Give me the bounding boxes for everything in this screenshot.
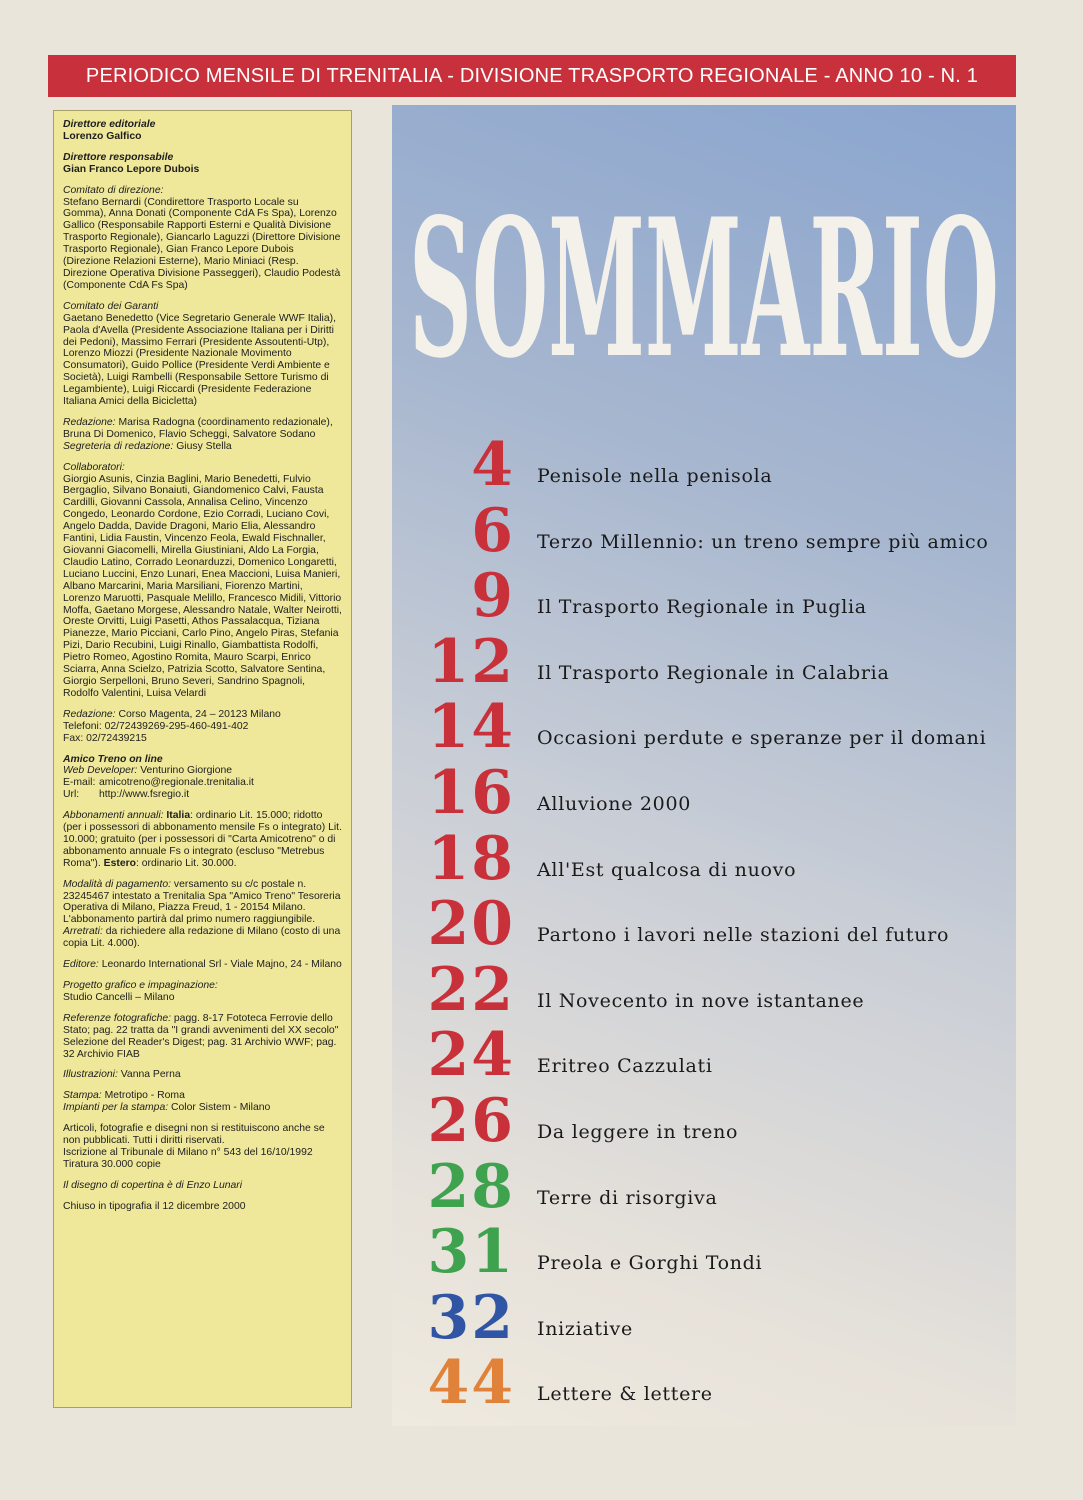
toc-article-title: Il Trasporto Regionale in Calabria bbox=[537, 661, 890, 684]
toc-entry[interactable] bbox=[392, 889, 1016, 960]
subscriptions-italia-label: Italia bbox=[166, 810, 191, 822]
toc-article-title: All'Est qualcosa di nuovo bbox=[537, 858, 797, 881]
editorial-director-label: Direttore editoriale bbox=[63, 119, 156, 130]
photo-credits-label: Referenze fotografiche: bbox=[63, 1012, 172, 1024]
toc-article-title: Da leggere in treno bbox=[537, 1121, 739, 1143]
toc-article-title: Preola e Gorghi Tondi bbox=[537, 1252, 763, 1275]
toc-page-number: 20 bbox=[427, 889, 515, 960]
managing-director-label: Direttore responsabile bbox=[63, 151, 174, 163]
payment-text: versamento su c/c postale n. 23245467 intestato a Trenitalia Spa "Amico Treno" Tesoreria Operativa di Milano, Piazza Freud, 1 - 20154 Milano. L'abbonamento partirà dal primo numero raggiungibile. bbox=[63, 878, 341, 926]
toc-article-title: Eritreo Cazzulati bbox=[537, 1055, 713, 1078]
collaborators-text: Giorgio Asunis, Cinzia Baglini, Mario Benedetti, Fulvio Bergaglio, Silvano Bonaiuti, Giandomenico Calvi, Fausta Cardilli, Giovanni Cassola, Annalisa Celino, Vincenzo Congedo, Leonardo Cordone, Ezio Corradi, Luciano Covi, Angelo Dadda, Davide Dragoni, Mario Elia, Alessandro Fantini, Lidia Faustin, Vincenzo Feola, Ewald Fischnaller, Giovanni Giacomelli, Mirella Giustiniani, Aldo La Forgia, Claudio Latino, Corrado Leonarduzzi, Domenico Longaretti, Luciano Luccini, Enzo Lunari, Enea Maccioni, Luisa Manieri, Albano Marcarini, Maria Marsiliani, Fiorenzo Martini, Lorenzo Maruotti, Pasquale Melillo, Francesco Midili, Vittorio Moffa, Gaetano Morgese, Alessandro Natale, Walter Neirotti, Oreste Orvitti, Luigi Pasetti, Athos Passalacqua, Tiziana Pianezze, Mario Picciani, Carlo Pino, Angelo Piras, Stefania Pizi, Dario Recubini, Luigi Rinallo, Giambattista Rodolfi, Pietro Romeo, Agostino Romita, Mauro Scarpi, Enrico Sciarra, Anna Scielzo, Patrizia Scotto, Salvatore Sentina, Giorgio Serpelloni, Bruno Severi, Sandrino Spagnoli, Rodolfo Valentini, Luisa Velardi bbox=[63, 473, 342, 699]
toc-entry[interactable] bbox=[392, 1348, 1016, 1419]
toc-page-number: 26 bbox=[427, 1086, 515, 1156]
print-label: Stampa: bbox=[63, 1090, 102, 1102]
publisher-text: Leonardo International Srl - Viale Majno, 24 - Milano bbox=[101, 959, 342, 971]
toc-page-number: 12 bbox=[427, 626, 515, 697]
toc-article-title: Iniziative bbox=[537, 1317, 633, 1340]
masthead-banner: PERIODICO MENSILE DI TRENITALIA - DIVISIONE TRASPORTO REGIONALE - ANNO 10 - N. 1 bbox=[48, 55, 1016, 97]
design-text: Studio Cancelli – Milano bbox=[63, 991, 175, 1003]
toc-entry[interactable] bbox=[392, 1151, 1016, 1222]
address-text: Corso Magenta, 24 – 20123 Milano bbox=[118, 708, 281, 720]
subscriptions-label: Abbonamenti annuali: bbox=[63, 810, 164, 822]
illustrations-label: Illustrazioni: bbox=[63, 1069, 118, 1081]
toc-page-number: 6 bbox=[471, 495, 515, 566]
cover-credit-text: Il disegno di copertina è di Enzo Lunari bbox=[63, 1179, 243, 1191]
table-of-contents-panel bbox=[392, 105, 1016, 1426]
toc-entry[interactable] bbox=[392, 561, 1016, 632]
phone-text: Telefoni: 02/72439269-295-460-491-402 bbox=[63, 720, 249, 732]
toc-article-title: Partono i lavori nelle stazioni del futuro bbox=[537, 924, 950, 947]
toc-entry[interactable] bbox=[392, 758, 1016, 828]
subscriptions-italia-text: : ordinario Lit. 15.000; ridotto (per i possessori di abbonamento mensile Fs o integrato) Lit. 10.000; gratuito (per i possessori di "Carta Amicotreno" o di abbonamento annuale Fs o integrato (escluso "Metrebus Roma"). bbox=[63, 810, 342, 869]
publisher-label: Editore: bbox=[63, 959, 99, 971]
redazione-label: Redazione: bbox=[63, 416, 116, 428]
toc-page-number: 28 bbox=[427, 1151, 515, 1222]
photo-credits-text: pagg. 8-17 Fototeca Ferrovie dello Stato; pag. 22 tratta da "I grandi avvenimenti del XX secolo" Selezione del Reader's Digest; pag. 31 Archivio WWF; pag. 32 Archivio FIAB bbox=[63, 1012, 339, 1060]
print-text: Metrotipo - Roma bbox=[104, 1090, 185, 1102]
print-run-text: Tiratura 30.000 copie bbox=[63, 1158, 161, 1170]
url-label: Url: bbox=[63, 789, 80, 801]
rights-text: Articoli, fotografie e disegni non si restituiscono anche se non pubblicati. Tutti i diritti riservati. bbox=[63, 1123, 325, 1147]
toc-entry[interactable] bbox=[392, 626, 1016, 697]
address-label: Redazione: bbox=[63, 708, 116, 720]
toc-entry[interactable] bbox=[392, 1020, 1016, 1091]
plants-label: Impianti per la stampa: bbox=[63, 1102, 169, 1114]
toc-entry[interactable] bbox=[392, 495, 1016, 566]
arrears-label: Arretrati: bbox=[63, 926, 103, 938]
segreteria-label: Segreteria di redazione: bbox=[63, 440, 174, 452]
collaborators-label: Collaboratori: bbox=[63, 461, 125, 473]
toc-page-number: 18 bbox=[427, 823, 515, 894]
toc-entry[interactable] bbox=[392, 823, 1016, 894]
plants-text: Color Sistem - Milano bbox=[171, 1102, 271, 1114]
toc-page-number: 32 bbox=[427, 1282, 515, 1353]
email-link[interactable]: amicotreno@regionale.trenitalia.it bbox=[99, 777, 254, 789]
online-label: Amico Treno on line bbox=[63, 753, 163, 765]
toc-page-number: 31 bbox=[427, 1217, 515, 1288]
toc-page-number: 44 bbox=[427, 1348, 515, 1419]
registration-text: Iscrizione al Tribunale di Milano n° 543 del 16/10/1992 bbox=[63, 1146, 313, 1158]
webdev-label: Web Developer: bbox=[63, 765, 138, 777]
redazione-text: Marisa Radogna (coordinamento redazionale), Bruna Di Domenico, Flavio Scheggi, Salvatore Sodano bbox=[63, 416, 333, 440]
toc-article-title: Il Trasporto Regionale in Puglia bbox=[537, 596, 867, 619]
email-label: E-mail: bbox=[63, 777, 96, 789]
webdev-text: Venturino Giorgione bbox=[140, 765, 233, 777]
toc-entry[interactable] bbox=[392, 1282, 1016, 1353]
sommario-title bbox=[392, 123, 1016, 363]
toc-entry[interactable] bbox=[392, 954, 1016, 1025]
fax-text: Fax: 02/72439215 bbox=[63, 732, 147, 744]
segreteria-text: Giusy Stella bbox=[176, 440, 232, 452]
toc-entry[interactable] bbox=[392, 1086, 1016, 1156]
toc-article-title: Penisole nella penisola bbox=[537, 465, 773, 487]
toc-page-number: 14 bbox=[427, 692, 515, 763]
sommario-title-text: SOMMARIO bbox=[409, 177, 999, 363]
toc-page-number: 16 bbox=[427, 758, 515, 828]
toc-article-title: Il Novecento in nove istantanee bbox=[537, 989, 865, 1012]
toc-article-title: Occasioni perdute e speranze per il domani bbox=[537, 727, 987, 750]
guarantors-label: Comitato dei Garanti bbox=[63, 300, 159, 312]
subscriptions-estero-label: Estero bbox=[103, 857, 136, 869]
toc-entry[interactable] bbox=[392, 1217, 1016, 1288]
toc-article-title: Terre di risorgiva bbox=[537, 1186, 718, 1209]
arrears-text: da richiedere alla redazione di Milano (costo di una copia Lit. 4.000). bbox=[63, 926, 341, 950]
illustrations-text: Vanna Perna bbox=[120, 1069, 181, 1081]
guarantors-text: Gaetano Benedetto (Vice Segretario Generale WWF Italia), Paola d'Avella (Presidente Associazione Italiana per i Diritti dei Pedoni), Massimo Ferrari (Presidente Assoutenti-Utp), Lorenzo Miozzi (Presidente Nazionale Movimento Consumatori), Guido Pollice (Presidente Verdi Ambiente e Società), Luigi Rambelli (Responsabile Settore Turismo di Legambiente), Luigi Riccardi (Presidente Federazione Italiana Amici della Bicicletta) bbox=[63, 312, 336, 408]
committee-label: Comitato di direzione: bbox=[63, 184, 164, 196]
closed-date-text: Chiuso in tipografia il 12 dicembre 2000 bbox=[63, 1200, 246, 1212]
toc-article-title: Terzo Millennio: un treno sempre più amico bbox=[537, 530, 989, 553]
masthead-colophon bbox=[53, 110, 352, 1408]
toc-entry[interactable] bbox=[392, 430, 1016, 500]
toc-page-number: 24 bbox=[427, 1020, 515, 1091]
toc-page-number: 9 bbox=[471, 561, 515, 632]
toc-article-title: Alluvione 2000 bbox=[537, 793, 692, 815]
website-link[interactable]: http://www.fsregio.it bbox=[99, 789, 190, 801]
payment-label: Modalità di pagamento: bbox=[63, 878, 172, 890]
managing-director-name: Gian Franco Lepore Dubois bbox=[63, 163, 200, 175]
committee-text: Stefano Bernardi (Condirettore Trasporto Locale su Gomma), Anna Donati (Componente CdA Fs Spa), Lorenzo Gallico (Responsabile Rapporti Esterni e Qualità Divisione Trasporto Regionale), Giancarlo Laguzzi (Direttore Divisione Trasporto Regionale), Gian Franco Lepore Dubois (Direzione Relazioni Esterne), Mario Miniaci (Resp. Direzione Operativa Divisione Passeggeri), Claudio Podestà (Componente CdA Fs Spa) bbox=[63, 196, 341, 291]
design-label: Progetto grafico e impaginazione: bbox=[63, 980, 218, 991]
toc-page-number: 22 bbox=[427, 954, 515, 1025]
subscriptions-estero-text: : ordinario Lit. 30.000. bbox=[136, 857, 237, 869]
toc-page-number: 4 bbox=[471, 430, 515, 500]
editorial-director-name: Lorenzo Galfico bbox=[63, 130, 142, 142]
toc-article-title: Lettere & lettere bbox=[537, 1383, 713, 1406]
toc-entry[interactable] bbox=[392, 692, 1016, 763]
